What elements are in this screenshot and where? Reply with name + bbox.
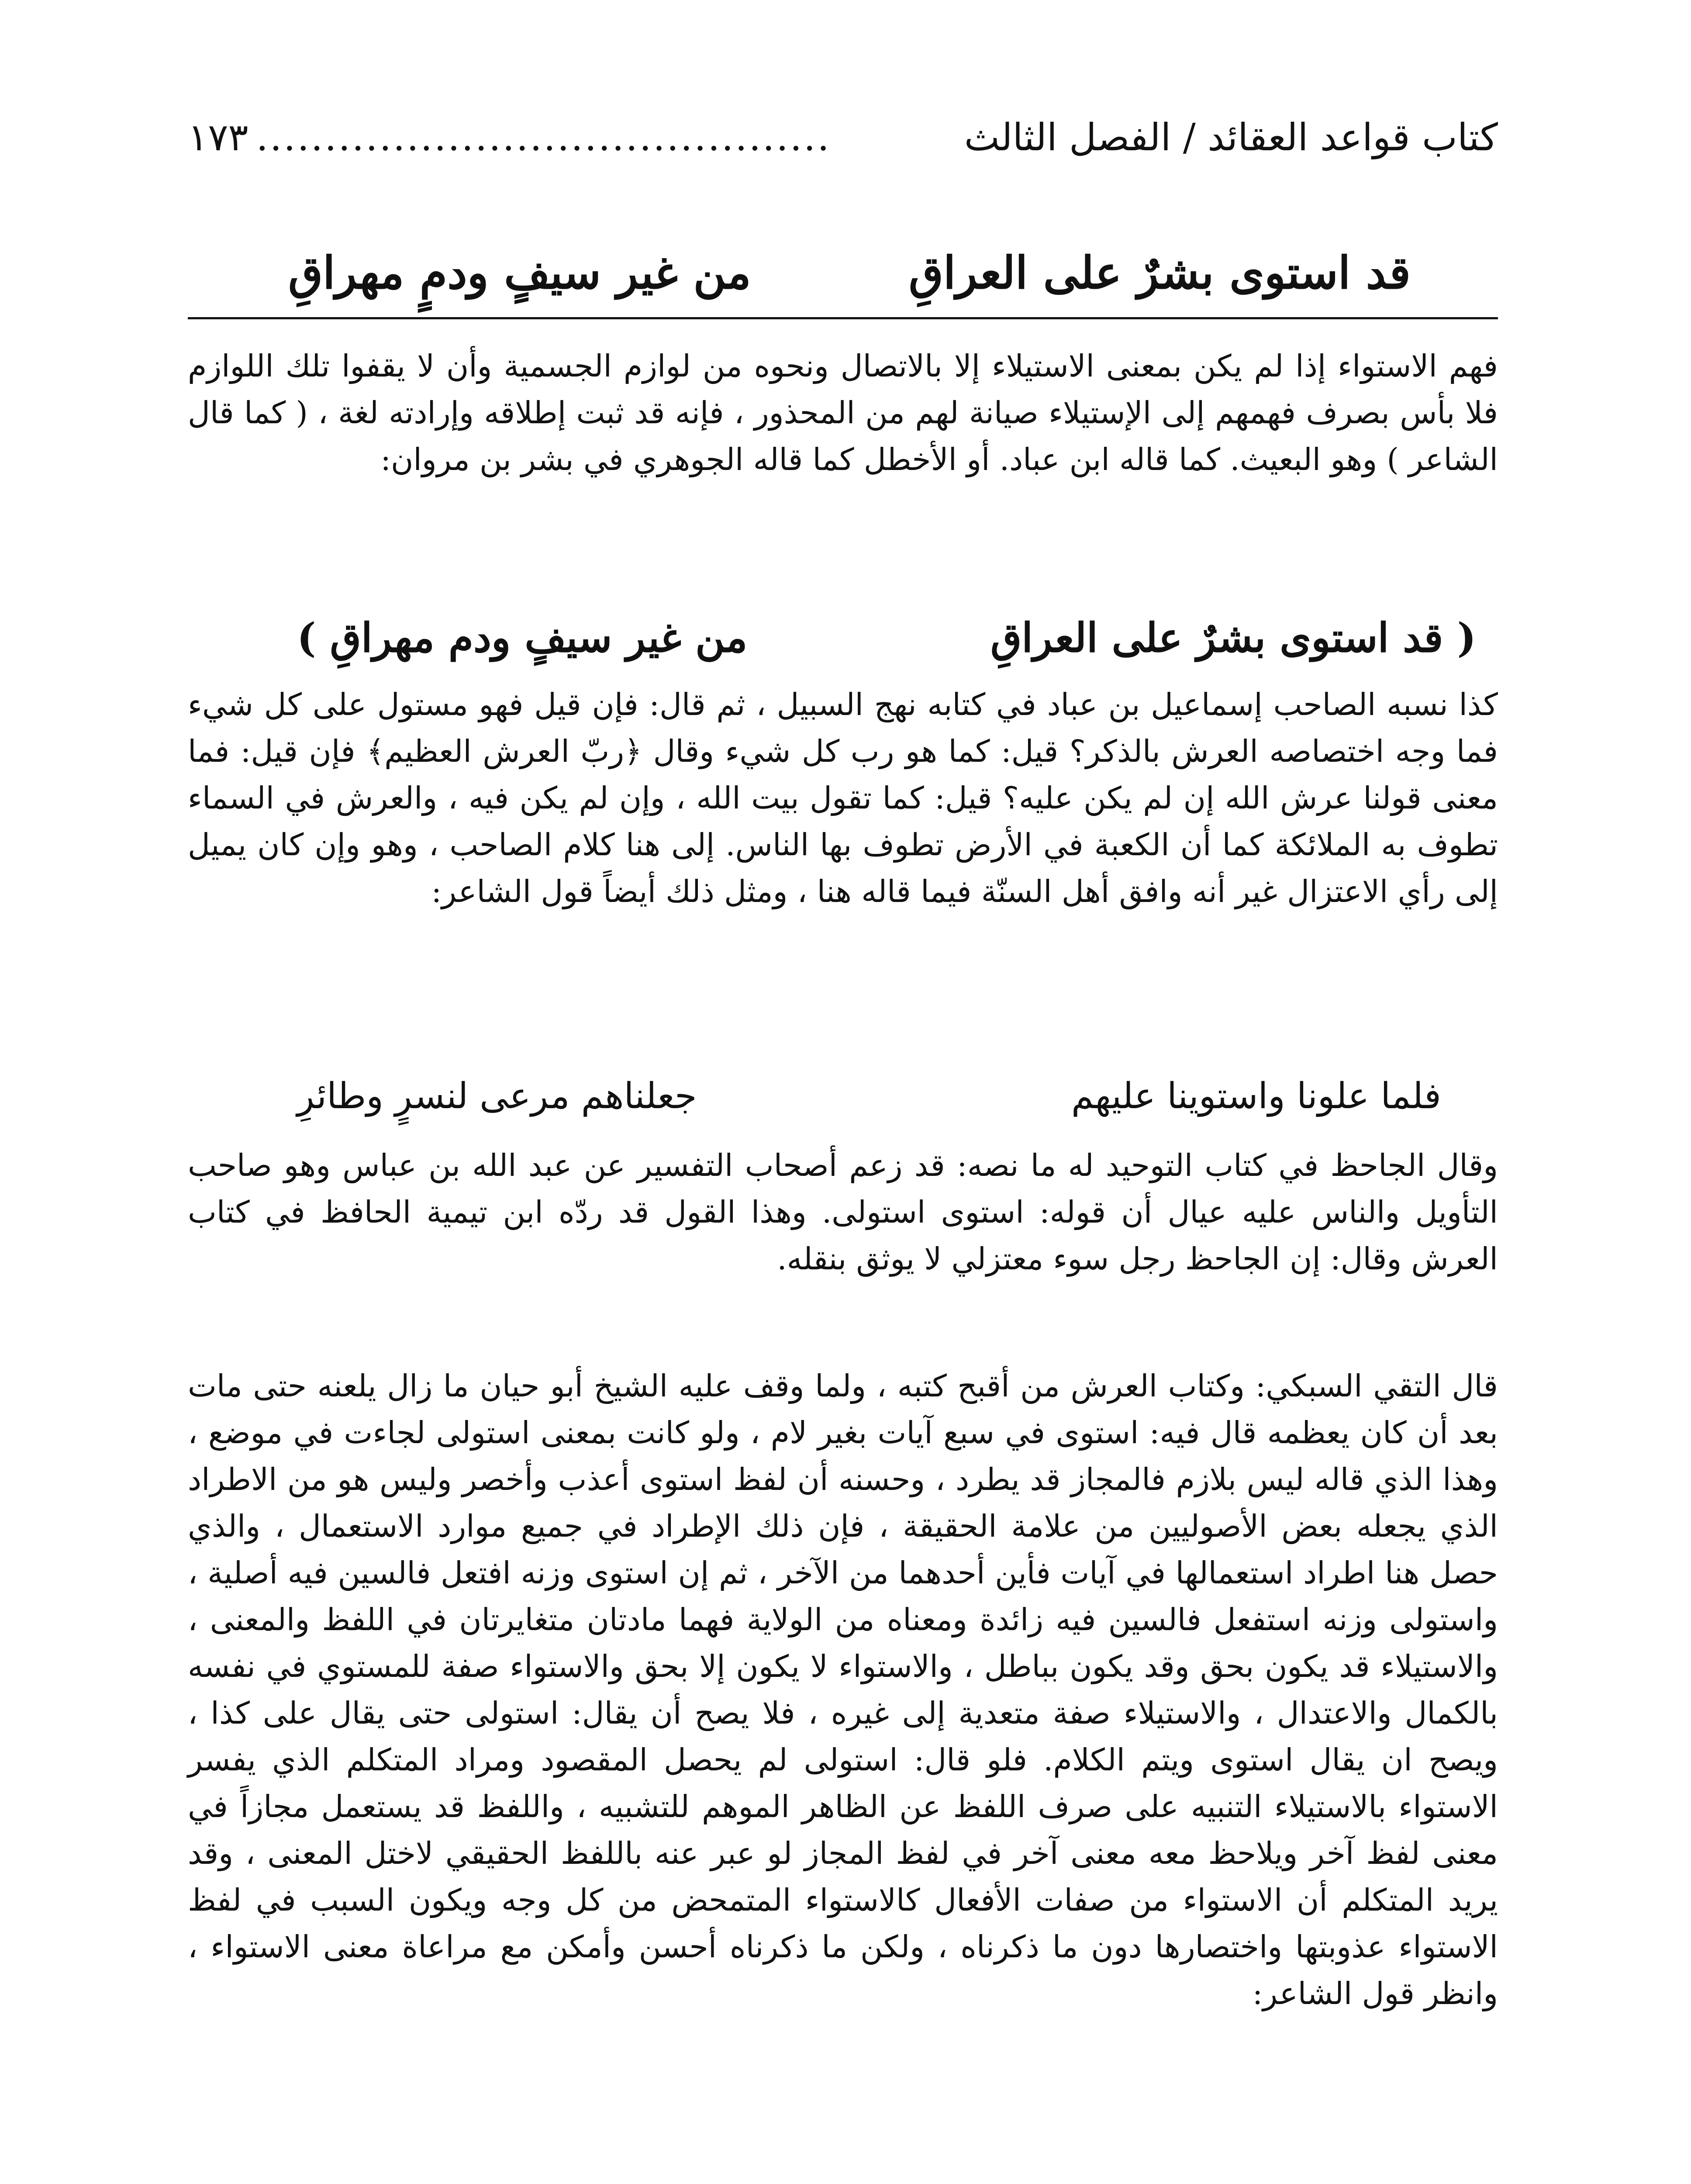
running-header [188,105,1498,170]
verse-hemistich-second: جعلناهم مرعى لنسرٍ وطائرِ [297,1075,697,1117]
verse-hemistich-first: قد استوى بشرٌ على العراقِ [908,247,1411,299]
leader-dots: .......................................... [256,116,831,159]
verse-hemistich-first: ( قد استوى بشرٌ على العراقِ [990,614,1476,661]
title-verse [288,236,1411,310]
paragraph: وقال الجاحظ في كتاب التوحيد له ما نصه: قد زعم أصحاب التفسير عن عبد الله بن عباس وهو صاحب التأويل والناس عليه عيال أن قوله: استوى استولى. وهذا القول قد ردّه ابن تيمية الحافظ في كتاب العرش وقال: إن الجاحظ رجل سوء معتزلي لا يوثق بنقله. [188,1147,1498,1277]
paragraph: فهم الاستواء إذا لم يكن بمعنى الاستيلاء إلا بالاتصال ونحوه من لوازم الجسمية وأن لا يقفوا تلك اللوازم فلا بأس بصرف فهمهم إلى الإستيلاء صيانة لهم من المحذور ، فإنه قد ثبت إطلاقه وإرادته لغة ، ( كما قال الشاعر ) وهو البعيث. كما قاله ابن عباد. أو الأخطل كما قاله الجوهري في بشر بن مروان: [188,348,1498,477]
paragraph: قال التقي السبكي: وكتاب العرش من أقبح كتبه ، ولما وقف عليه الشيخ أبو حيان ما زال يلعنه حتى مات بعد أن كان يعظمه قال فيه: استوى في سبع آيات بغير لام ، ولو كانت بمعنى استولى لجاءت في موضع ، وهذا الذي قاله ليس بلازم فالمجاز قد يطرد ، وحسنه أن لفظ استوى أعذب وأخصر وليس هو من الاطراد الذي يجعله بعض الأصوليين من علامة الحقيقة ، فإن ذلك الإطراد في جميع موارد الاستعمال ، والذي حصل هنا اطراد استعمالها في آيات فأين أحدهما من الآخر ، ثم إن استوى وزنه افتعل فالسين فيه أصلية ، واستولى وزنه استفعل فالسين فيه زائدة ومعناه من الولاية فهما مادتان متغايرتان في اللفظ والمعنى ، والاستيلاء قد يكون بحق وقد يكون بباطل ، والاستواء لا يكون إلا بحق والاستواء صفة للمستوي في نفسه بالكمال والاعتدال ، والاستيلاء صفة متعدية إلى غيره ، فلا يصح أن يقال: استولى حتى يقال على كذا ، ويصح ان يقال استوى ويتم الكلام. فلو قال: استولى لم يحصل المقصود ومراد المتكلم الذي يفسر الاستواء بالاستيلاء التنبيه على صرف اللفظ عن الظاهر الموهم للتشبيه ، واللفظ قد يستعمل مجازاً في معنى لفظ آخر ويلاحظ معه معنى آخر في لفظ المجاز لو عبر عنه باللفظ الحقيقي لاختل المعنى ، وقد يريد المتكلم أن الاستواء من صفات الأفعال كالاستواء المتمحض من كل وجه ويكون السبب في لفظ الاستواء عذوبتها واختصارها دون ما ذكرناه ، ولكن ما ذكرناه أحسن وأمكن مع مراعاة معنى الاستواء ، وانظر قول الشاعر: [188,1368,1498,2011]
verse-hemistich-second: من غير سيفٍ ودمٍ مهراقِ [288,247,751,299]
header-divider [188,317,1498,319]
quoted-verse [297,607,1476,668]
verse-hemistich-second: من غير سيفٍ ودم مهراقِ ) [297,614,748,661]
page-number: ١٧٣ [188,116,248,159]
paragraph: كذا نسبه الصاحب إسماعيل بن عباد في كتابه نهج السبيل ، ثم قال: فإن قيل فهو مستول على كل شيء فما وجه اختصاصه العرش بالذكر؟ قيل: كما هو رب كل شيء وقال ﴿ربّ العرش العظيم﴾ فإن قيل: فما معنى قولنا عرش الله إن لم يكن عليه؟ قيل: كما تقول بيت الله ، وإن لم يكن فيه ، والعرش في السماء تطوف به الملائكة كما أن الكعبة في الأرض تطوف بها الناس. إلى هنا كلام الصاحب ، وهو وإن كان يميل إلى رأي الاعتزال غير أنه وافق أهل السنّة فيما قاله هنا ، ومثل ذلك أيضاً قول الشاعر: [188,687,1498,909]
running-title: كتاب قواعد العقائد / الفصل الثالث [964,116,1498,159]
quoted-verse [297,1068,1441,1125]
verse-hemistich-first: فلما علونا واستوينا عليهم [1071,1075,1441,1117]
